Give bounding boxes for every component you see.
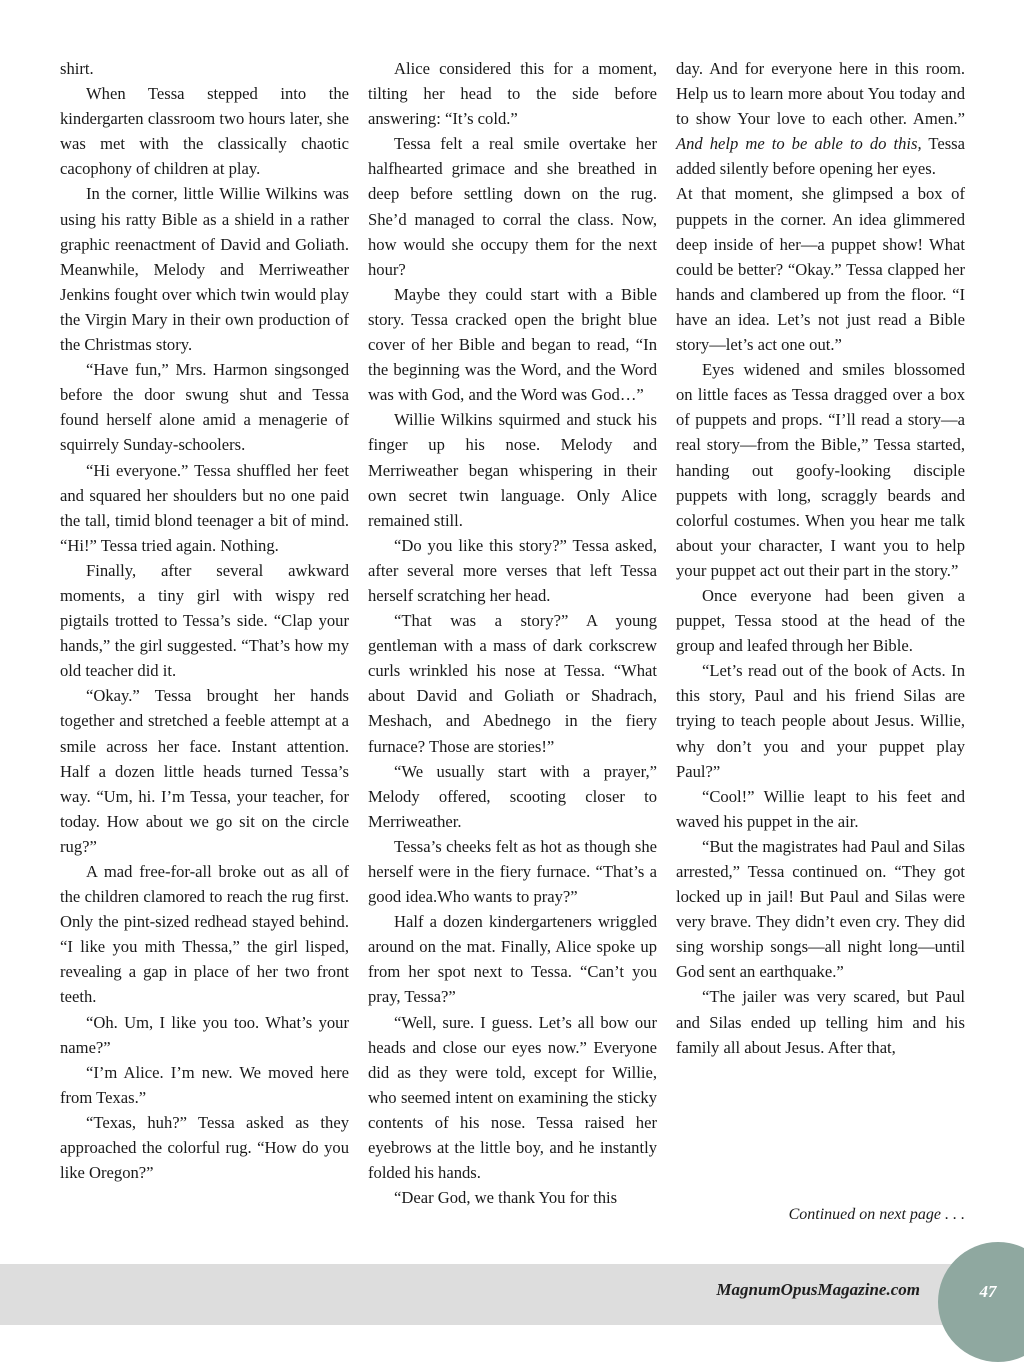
paragraph: [368, 1010, 657, 1186]
paragraph-text: “Oh. Um, I like you too. What’s your name?”: [60, 1012, 349, 1057]
paragraph-text: “Texas, huh?” Tessa asked as they approached the colorful rug. “How do you like Oregon?”: [60, 1112, 349, 1183]
paragraph: [676, 56, 965, 181]
text-column-1: [60, 56, 349, 1185]
paragraph-tail: Tessa added silently before opening her eyes.: [676, 134, 965, 179]
paragraph-text: Willie Wilkins squirmed and stuck his finger up his nose. Melody and Merriweather began whispering in their own secret twin language. Only Alice remained still.: [368, 410, 657, 530]
text-column-3: [676, 56, 965, 1060]
continued-note: Continued on next page . . .: [788, 1206, 965, 1223]
paragraph-text: When Tessa stepped into the kindergarten classroom two hours later, she was met with the classically chaotic cacophony of children at play.: [60, 84, 349, 179]
text-column-2: [368, 56, 657, 1210]
paragraph: [368, 834, 657, 909]
paragraph-text: “I’m Alice. I’m new. We moved here from Texas.”: [60, 1062, 349, 1107]
paragraph: [60, 56, 349, 81]
paragraph: [368, 608, 657, 759]
page-number: 47: [979, 1282, 997, 1301]
paragraph: [676, 357, 965, 583]
paragraph: [60, 859, 349, 1010]
paragraph-text: Tessa felt a real smile overtake her halfhearted grimace and she breathed in deep before settling down on the rug. She’d managed to corral the class. Now, how would she occupy them for the next hour?: [368, 134, 657, 279]
paragraph: [676, 784, 965, 834]
page-number-tab: [938, 1242, 1024, 1362]
paragraph: [676, 181, 965, 357]
paragraph-text: shirt.: [60, 59, 94, 78]
paragraph: [60, 683, 349, 859]
paragraph-text: “Cool!” Willie leapt to his feet and waved his puppet in the air.: [676, 786, 965, 831]
paragraph: [676, 834, 965, 985]
paragraph: [368, 533, 657, 608]
paragraph-text: Eyes widened and smiles blossomed on little faces as Tessa dragged over a box of puppets and props. “I’ll read a story—a real story—from the Bible,” Tessa started, handing out goofy-looking disciple puppets with long, scraggly beards and colorful costumes. When you hear me talk about your character, I want you to help your puppet act out their part in the story.”: [676, 360, 965, 580]
paragraph: [60, 1060, 349, 1110]
paragraph: [60, 357, 349, 457]
paragraph: [60, 81, 349, 181]
paragraph-text: “Have fun,” Mrs. Harmon singsonged before the door swung shut and Tessa found herself alone amid a menagerie of squirrely Sunday-schoolers.: [60, 360, 349, 455]
footer-site-name: MagnumOpusMagazine.com: [716, 1280, 920, 1299]
paragraph-text: Finally, after several awkward moments, a tiny girl with wispy red pigtails trotted to Tessa’s side. “Clap your hands,” the girl suggested. “That’s how my old teacher did it.: [60, 560, 349, 681]
paragraph: [60, 1010, 349, 1060]
paragraph-text: A mad free-for-all broke out as all of the children clamored to reach the rug first. Only the pint-sized redhead stayed behind. “I like you mith Thessa,” the girl lisped, revealing a gap in place of her two front teeth.: [60, 862, 349, 1007]
paragraph-text: At that moment, she glimpsed a box of puppets in the corner. An idea glimmered deep inside of her—a puppet show! What could be better? “Okay.” Tessa clapped her hands and clambered up from the floor. “I have an idea. Let’s not just read a Bible story—let’s act one out.”: [676, 184, 965, 355]
paragraph: [60, 558, 349, 683]
paragraph: [368, 131, 657, 282]
paragraph-text: “Well, sure. I guess. Let’s all bow our heads and close our eyes now.” Everyone did as they were told, except for Willie, who seemed intent on examining the sticky contents of his nose. Tessa raised her eyebrows at the little boy, and he instantly folded his hands.: [368, 1012, 657, 1183]
paragraph-text: “That was a story?” A young gentleman with a mass of dark corkscrew curls wrinkled his nose at Tessa. “What about David and Goliath or Shadrach, Meshach, and Abednego in the fiery furnace? Those are stories!”: [368, 611, 657, 756]
paragraph-text: Alice considered this for a moment, tilting her head to the side before answering: “It’s cold.”: [368, 59, 657, 129]
paragraph-text: “We usually start with a prayer,” Melody offered, scooting closer to Merriweather.: [368, 761, 657, 831]
paragraph-text: day. And for everyone here in this room. Help us to learn more about You today and to show Your love to each other. Amen.”: [676, 59, 965, 129]
paragraph-text: “Do you like this story?” Tessa asked, after several more verses that left Tessa herself scratching her head.: [368, 535, 657, 605]
paragraph: [676, 583, 965, 658]
paragraph: [368, 282, 657, 407]
paragraph-text: “Hi everyone.” Tessa shuffled her feet and squared her shoulders but no one paid the tall, timid blond teenager a bit of mind. “Hi!” Tessa tried again. Nothing.: [60, 460, 349, 555]
paragraph-text: “The jailer was very scared, but Paul and Silas ended up telling him and his family all about Jesus. After that,: [676, 987, 965, 1057]
paragraph: [676, 984, 965, 1059]
paragraph: [368, 759, 657, 834]
paragraph-text: Maybe they could start with a Bible story. Tessa cracked open the bright blue cover of her Bible and began to read, “In the beginning was the Word, and the Word was with God, and the Word was God…”: [368, 284, 657, 405]
paragraph: [368, 407, 657, 532]
paragraph: [60, 1110, 349, 1185]
paragraph-text: “But the magistrates had Paul and Silas arrested,” Tessa continued on. “They got locked up in jail! But Paul and Silas were very brave. They didn’t even cry. They did sing worship songs—all night long—until God sent an earthquake.”: [676, 836, 965, 982]
paragraph-text: “Okay.” Tessa brought her hands together and stretched a feeble attempt at a smile across her face. Instant attention. Half a dozen little heads turned Tessa’s way. “Um, hi. I’m Tessa, your teacher, for today. How about we go sit on the circle rug?”: [60, 686, 349, 856]
paragraph: [368, 909, 657, 1009]
paragraph-text: “Dear God, we thank You for this: [394, 1188, 618, 1208]
paragraph-text: Half a dozen kindergarteners wriggled around on the mat. Finally, Alice spoke up from her spot next to Tessa. “Can’t you pray, Tessa?”: [368, 912, 657, 1007]
paragraph: [368, 1185, 657, 1210]
paragraph: [676, 658, 965, 783]
italic-thought: And help me to be able to do this,: [676, 134, 922, 154]
paragraph: [60, 458, 349, 558]
paragraph-text: Once everyone had been given a puppet, Tessa stood at the head of the group and leafed through her Bible.: [676, 585, 965, 656]
paragraph-text: “Let’s read out of the book of Acts. In this story, Paul and his friend Silas are trying to teach people about Jesus. Willie, why don’t you and your puppet play Paul?”: [676, 661, 965, 781]
paragraph: [368, 56, 657, 131]
paragraph-text: In the corner, little Willie Wilkins was using his ratty Bible as a shield in a rather graphic reenactment of David and Goliath. Meanwhile, Melody and Merriweather Jenkins fought over which twin would play the Virgin Mary in their own production of the Christmas story.: [60, 184, 349, 355]
paragraph-text: Tessa’s cheeks felt as hot as though she herself were in the fiery furnace. “That’s a good idea.Who wants to pray?”: [368, 836, 657, 907]
paragraph: [60, 181, 349, 357]
